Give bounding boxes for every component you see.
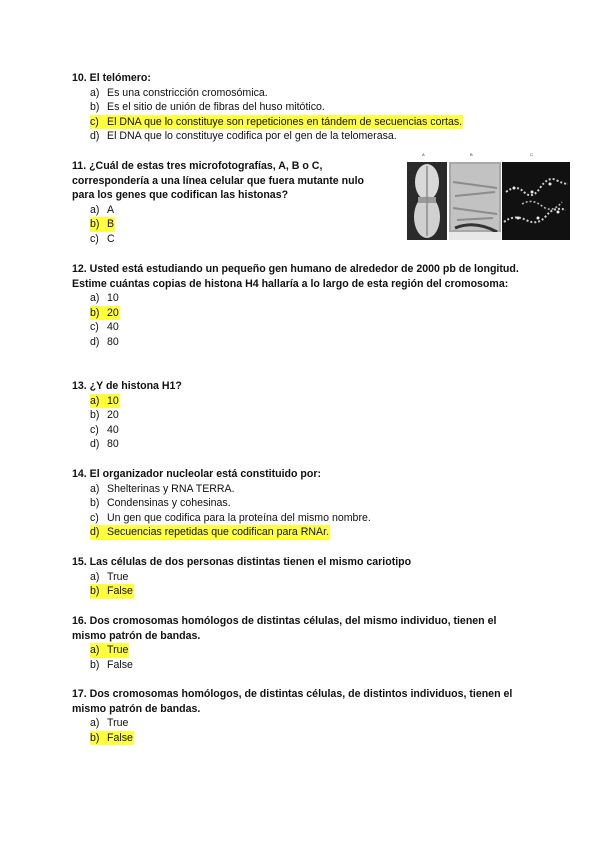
- question-title: 14. El organizador nucleolar está constituido por:: [72, 468, 321, 480]
- question-title: 10. El telómero:: [72, 72, 151, 84]
- question-17: [72, 687, 532, 745]
- panel-label-b: B: [470, 152, 473, 157]
- options-list: [72, 86, 532, 144]
- options-list: [72, 394, 532, 452]
- options-list: [72, 482, 532, 540]
- option-a-highlighted[interactable]: a) True: [90, 644, 129, 657]
- option-b[interactable]: b) Condensinas y cohesinas.: [90, 497, 231, 510]
- option-a[interactable]: a) 10: [90, 292, 119, 305]
- option-c-highlighted[interactable]: c) El DNA que lo constituye son repeticiones en tándem de secuencias cortas.: [90, 115, 463, 128]
- micrograph-b: [449, 162, 501, 240]
- option-c[interactable]: c) 40: [90, 321, 119, 334]
- question-title: 13. ¿Y de histona H1?: [72, 380, 182, 392]
- panel-label-c: C: [530, 152, 533, 157]
- option-b[interactable]: b) False: [90, 658, 133, 671]
- option-c[interactable]: c) 40: [90, 423, 119, 436]
- micrograph-a: [407, 162, 447, 240]
- option-b-highlighted[interactable]: b) B: [90, 218, 115, 231]
- option-d[interactable]: d) El DNA que lo constituye codifica por el gen de la telomerasa.: [90, 130, 397, 143]
- option-d[interactable]: d) 80: [90, 335, 119, 348]
- option-b[interactable]: b) Es el sitio de unión de fibras del huso mitótico.: [90, 101, 325, 114]
- question-14: [72, 467, 532, 540]
- option-d-highlighted[interactable]: d) Secuencias repetidas que codifican para RNAr.: [90, 526, 330, 539]
- options-list: [72, 716, 532, 745]
- question-10: [72, 71, 532, 144]
- option-a[interactable]: a) Es una constricción cromosómica.: [90, 86, 268, 99]
- option-b[interactable]: b) 20: [90, 409, 119, 422]
- option-b-highlighted[interactable]: b) 20: [90, 306, 119, 319]
- question-16: [72, 614, 532, 672]
- question-title: 16. Dos cromosomas homólogos de distintas células, del mismo individuo, tienen el mismo patrón de bandas.: [72, 615, 497, 642]
- option-b-highlighted[interactable]: b) False: [90, 585, 133, 598]
- options-list: [72, 643, 532, 672]
- question-title: 11. ¿Cuál de estas tres microfotografías, A, B o C, correspondería a una línea celular que fuera mutante nulo para los genes que codifican las histonas?: [72, 160, 364, 202]
- option-a[interactable]: a) A: [90, 203, 115, 216]
- question-12: [72, 262, 532, 350]
- option-a[interactable]: a) True: [90, 570, 129, 583]
- options-list: [72, 291, 532, 349]
- question-13: [72, 379, 532, 452]
- question-15: [72, 555, 532, 599]
- option-c[interactable]: c) C: [90, 232, 115, 245]
- question-title: 17. Dos cromosomas homólogos, de distintas células, de distintos individuos, tienen el mismo patrón de bandas.: [72, 688, 513, 715]
- option-a-highlighted[interactable]: a) 10: [90, 394, 119, 407]
- options-list: [72, 570, 532, 599]
- option-c[interactable]: c) Un gen que codifica para la proteína del mismo nombre.: [90, 511, 371, 524]
- option-b-highlighted[interactable]: b) False: [90, 731, 133, 744]
- option-d[interactable]: d) 80: [90, 438, 119, 451]
- option-a[interactable]: a) True: [90, 717, 129, 730]
- question-title: 15. Las células de dos personas distintas tienen el mismo cariotipo: [72, 556, 412, 568]
- micrograph-c: [502, 162, 570, 240]
- option-a[interactable]: a) Shelterinas y RNA TERRA.: [90, 482, 235, 495]
- micrograph-figure: [404, 152, 570, 242]
- question-title: 12. Usted está estudiando un pequeño gen humano de alrededor de 2000 pb de longitud. Estime cuántas copias de histona H4 hallaría a lo largo de esta región del cromosoma:: [72, 263, 519, 290]
- panel-label-a: A: [422, 152, 425, 157]
